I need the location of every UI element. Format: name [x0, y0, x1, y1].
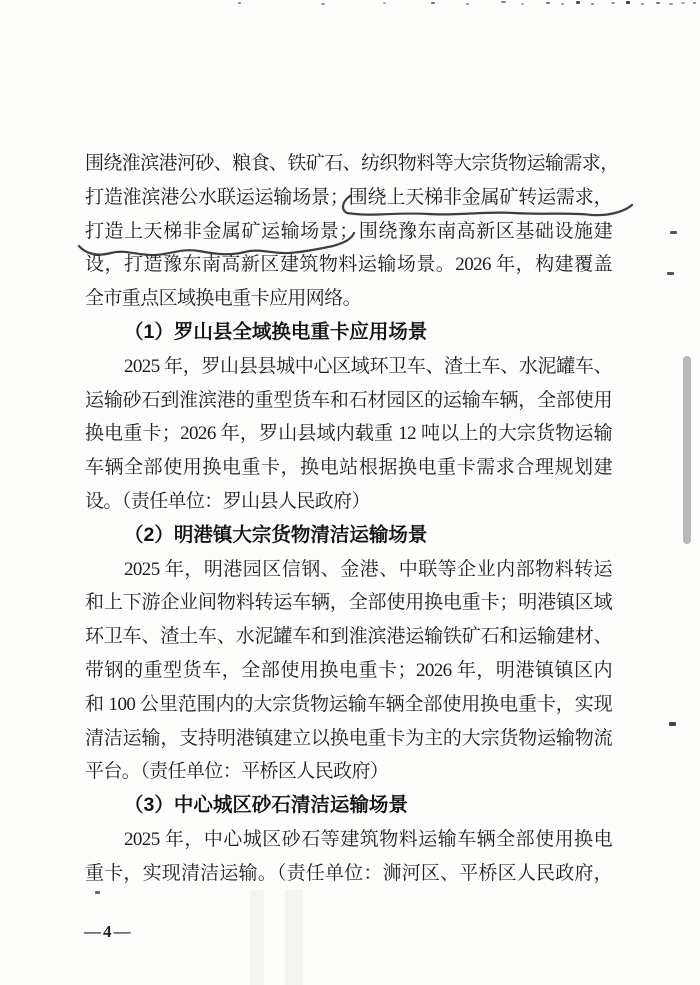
text-line: 全市重点区域换电重卡应用网络。 [85, 288, 362, 310]
scan-streak [285, 890, 303, 985]
scan-noise-speck [611, 2, 615, 4]
text-line: 打造上天梯非金属矿运输场景；围绕豫东南高新区基础设施建 [85, 220, 612, 242]
scan-noise-speck [431, 2, 435, 4]
text-line: 平台。（责任单位：平桥区人民政府） [85, 761, 389, 783]
scrollbar-thumb[interactable] [683, 356, 691, 544]
section-heading: （2）明港镇大宗货物清洁运输场景 [124, 523, 428, 546]
text-line: 和 100 公里范围内的大宗货物运输车辆全部使用换电重卡，实现 [85, 693, 612, 715]
text-line: 2025 年，中心城区砂石等建筑物料运输车辆全部使用换电 [124, 828, 612, 850]
scan-noise-speck [576, 1, 580, 4]
scan-noise-speck [466, 3, 469, 5]
scan-noise-speck [591, 3, 594, 5]
scan-noise-speck [95, 891, 100, 894]
section-heading: （1）罗山县全域换电重卡应用场景 [124, 320, 428, 343]
text-line: 环卫车、渣土车、水泥罐车和到淮滨港运输铁矿石和运输建材、 [85, 626, 612, 648]
text-line: 换电重卡；2026 年，罗山县域内载重 12 吨以上的大宗货物运输 [85, 423, 612, 445]
scan-noise-speck [681, 2, 685, 4]
scan-noise-speck [238, 2, 241, 4]
text-block [85, 147, 619, 891]
text-line: 运输砂石到淮滨港的重型货车和石材园区的运输车辆，全部使用 [85, 389, 612, 411]
text-line: 围绕淮滨港河砂、粮食、铁矿石、纺织物料等大宗货物运输需求， [85, 153, 619, 174]
text-line: 2025 年，罗山县县城中心区域环卫车、渣土车、水泥罐车、 [124, 355, 612, 377]
section-heading: （3）中心城区砂石清洁运输场景 [124, 794, 408, 817]
scan-noise-speck [641, 3, 644, 5]
scan-noise-speck [561, 3, 564, 5]
text-line: 清洁运输，支持明港镇建立以换电重卡为主的大宗货物运输物流 [85, 727, 612, 749]
scan-noise-speck [667, 272, 674, 275]
scan-noise-speck [546, 2, 550, 4]
page-number: —4— [84, 922, 133, 941]
text-line: 重卡，实现清洁运输。（责任单位：浉河区、平桥区人民政府， [85, 862, 612, 884]
scan-noise-speck [383, 2, 386, 4]
text-line: 带钢的重型货车，全部使用换电重卡；2026 年，明港镇镇区内 [85, 659, 612, 681]
text-line: 2025 年，明港园区信钢、金港、中联等企业内部物料转运 [124, 558, 612, 580]
scan-streak [250, 890, 264, 985]
text-line: 设，打造豫东南高新区建筑物料运输场景。2026 年，构建覆盖 [85, 254, 612, 276]
scan-noise-speck [321, 3, 325, 5]
text-line: 车辆全部使用换电重卡，换电站根据换电重卡需求合理规划建 [85, 457, 612, 479]
text-line: 打造淮滨港公水联运运输场景；围绕上天梯非金属矿转运需求， [85, 186, 612, 208]
scan-noise-speck [501, 1, 506, 3]
scan-noise-speck [656, 2, 660, 4]
text-line: 设。（责任单位：罗山县人民政府） [85, 490, 370, 512]
scan-noise-speck [521, 3, 524, 5]
scan-noise-speck [670, 231, 677, 234]
scan-noise-speck [693, 2, 696, 4]
scan-noise-speck [626, 1, 630, 4]
scan-noise-speck [669, 3, 673, 5]
text-line: 和上下游企业间物料转运车辆，全部使用换电重卡；明港镇区域 [85, 592, 612, 614]
scan-noise-speck [669, 722, 676, 726]
